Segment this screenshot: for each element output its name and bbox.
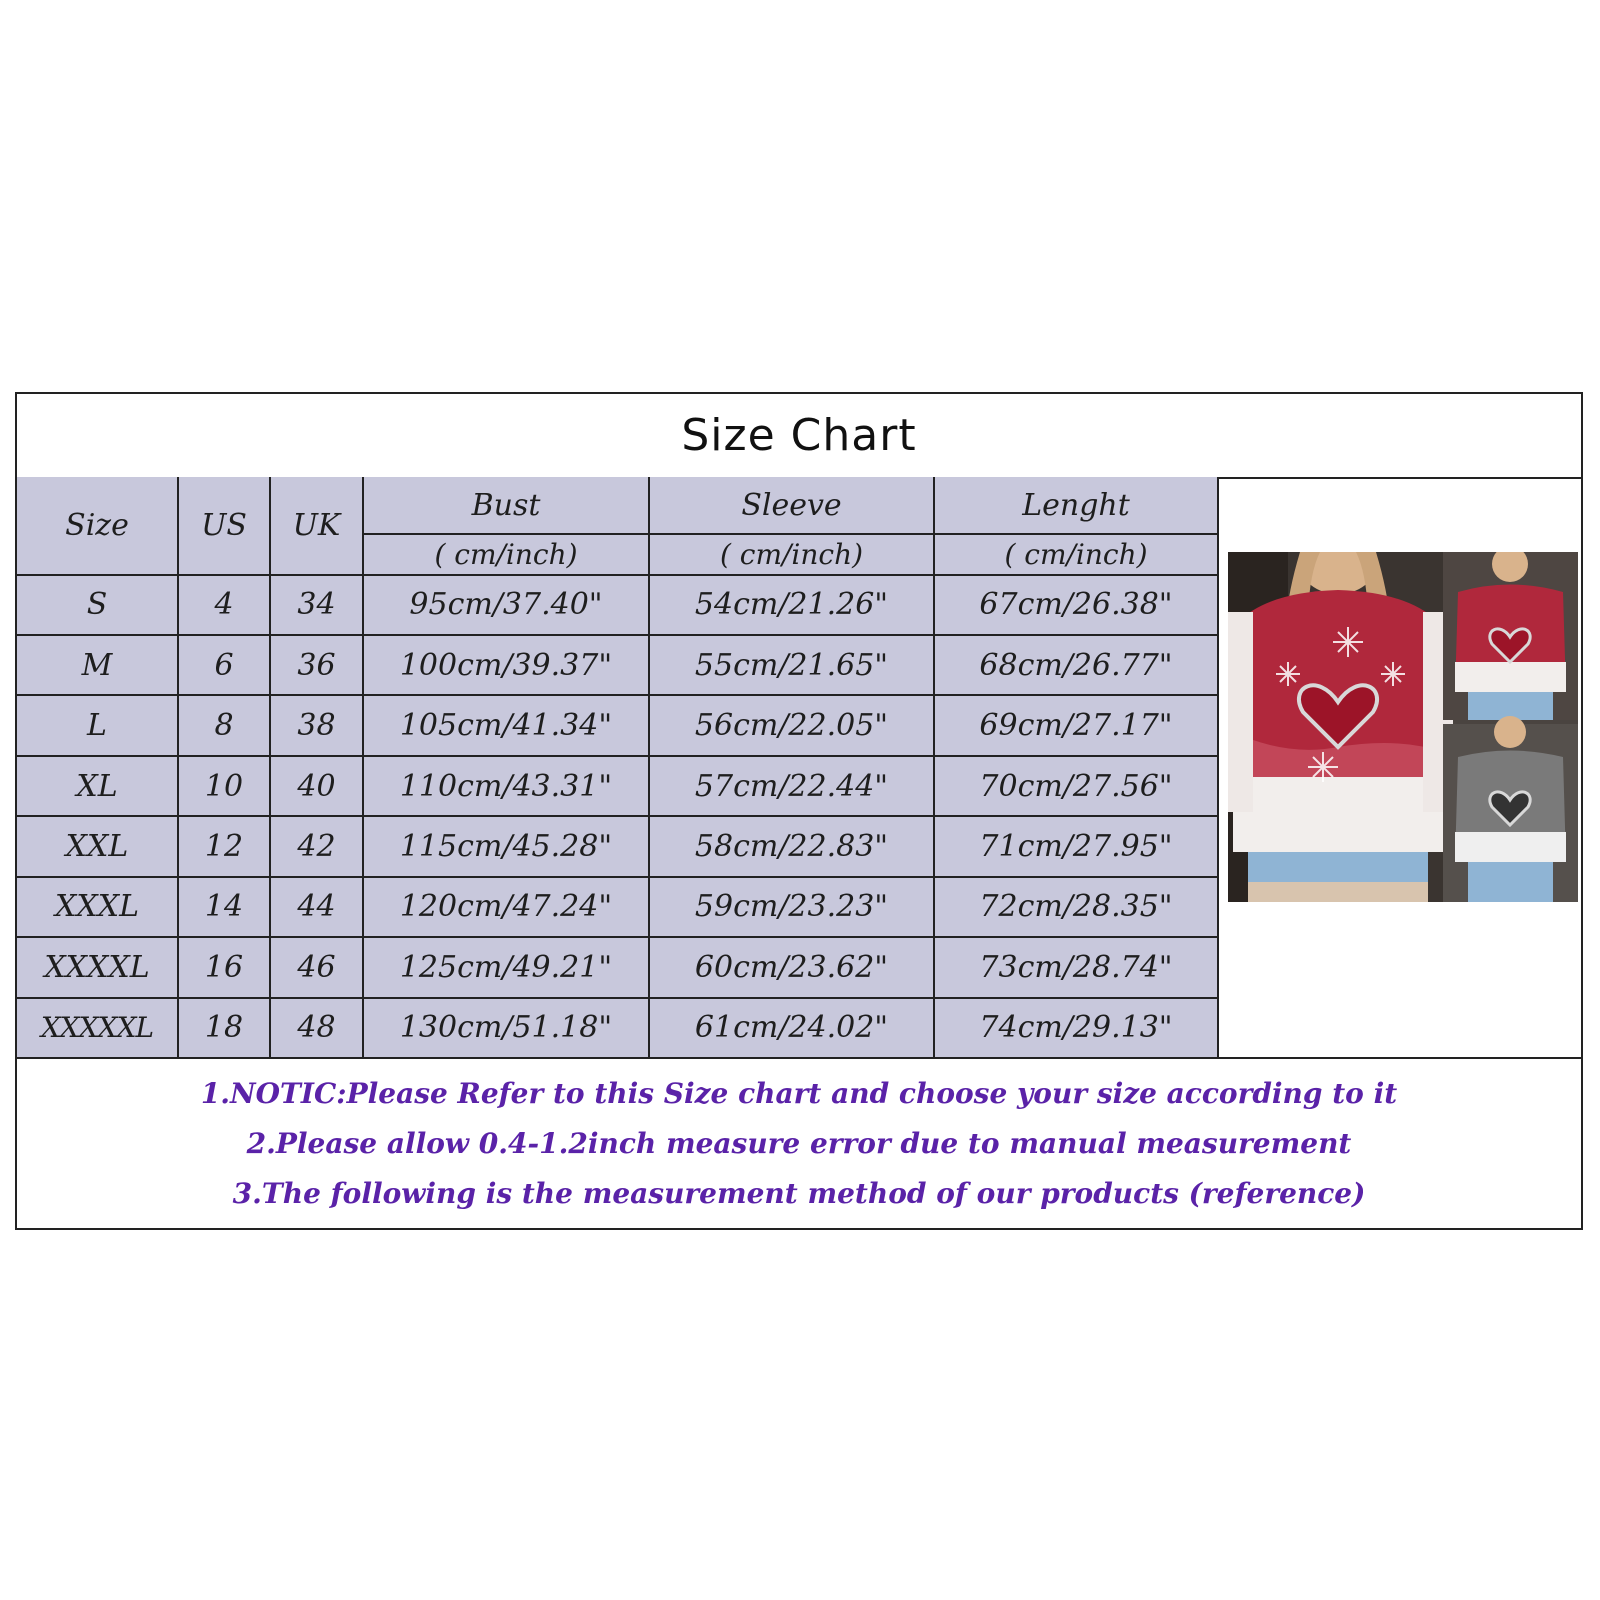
cell-size: XL (17, 756, 178, 816)
note-1: 1.NOTIC:Please Refer to this Size chart and choose your size according to it (200, 1077, 1398, 1110)
cell-uk: 38 (270, 695, 363, 755)
cell-uk: 46 (270, 937, 363, 997)
table-row (17, 937, 1218, 997)
header-length-unit: ( cm/inch) (934, 534, 1218, 574)
table-row (17, 635, 1218, 695)
header-sleeve-unit: ( cm/inch) (649, 534, 934, 574)
header-length: Lenght (934, 477, 1218, 534)
cell-sleeve: 57cm/22.44" (649, 756, 934, 816)
inset-model-red (1443, 552, 1578, 720)
cell-us: 12 (178, 816, 270, 876)
cell-sleeve: 58cm/22.83" (649, 816, 934, 876)
cell-bust: 100cm/39.37" (363, 635, 649, 695)
header-size: Size (17, 477, 178, 575)
product-photo (1228, 552, 1578, 902)
table-row (17, 695, 1218, 755)
product-photo-illustration (1228, 552, 1578, 902)
cell-length: 68cm/26.77" (934, 635, 1218, 695)
header-bust-unit: ( cm/inch) (363, 534, 649, 574)
cell-size: XXXL (17, 877, 178, 937)
cell-size: L (17, 695, 178, 755)
cell-length: 73cm/28.74" (934, 937, 1218, 997)
cell-size: XXXXXL (17, 998, 178, 1058)
cell-uk: 34 (270, 575, 363, 635)
cell-us: 10 (178, 756, 270, 816)
inset-model-gray (1443, 716, 1578, 902)
cell-length: 71cm/27.95" (934, 816, 1218, 876)
cell-size: XXL (17, 816, 178, 876)
cell-us: 18 (178, 998, 270, 1058)
cell-size: M (17, 635, 178, 695)
table-header-row (17, 477, 1218, 534)
cell-bust: 110cm/43.31" (363, 756, 649, 816)
cell-sleeve: 59cm/23.23" (649, 877, 934, 937)
cell-us: 6 (178, 635, 270, 695)
cell-uk: 36 (270, 635, 363, 695)
cell-length: 72cm/28.35" (934, 877, 1218, 937)
cell-length: 70cm/27.56" (934, 756, 1218, 816)
cell-sleeve: 61cm/24.02" (649, 998, 934, 1058)
cell-sleeve: 56cm/22.05" (649, 695, 934, 755)
page-title: Size Chart (681, 410, 917, 461)
cell-length: 69cm/27.17" (934, 695, 1218, 755)
header-uk: UK (270, 477, 363, 575)
header-us: US (178, 477, 270, 575)
header-sleeve: Sleeve (649, 477, 934, 534)
title-row (17, 394, 1581, 479)
size-chart-frame (15, 392, 1583, 1230)
table-row (17, 816, 1218, 876)
cell-sleeve: 60cm/23.62" (649, 937, 934, 997)
cell-length: 74cm/29.13" (934, 998, 1218, 1058)
header-bust: Bust (363, 477, 649, 534)
cell-size: XXXXL (17, 937, 178, 997)
cell-sleeve: 54cm/21.26" (649, 575, 934, 635)
size-table (17, 477, 1219, 1057)
cell-uk: 40 (270, 756, 363, 816)
cell-bust: 115cm/45.28" (363, 816, 649, 876)
note-3: 3.The following is the measurement method of our products (reference) (232, 1177, 1366, 1210)
cell-us: 8 (178, 695, 270, 755)
cell-us: 16 (178, 937, 270, 997)
cell-bust: 95cm/37.40" (363, 575, 649, 635)
cell-size: S (17, 575, 178, 635)
note-2: 2.Please allow 0.4-1.2inch measure error due to manual measurement (246, 1127, 1352, 1160)
table-row (17, 877, 1218, 937)
notes-section (17, 1057, 1581, 1228)
cell-bust: 105cm/41.34" (363, 695, 649, 755)
table-row (17, 575, 1218, 635)
cell-us: 14 (178, 877, 270, 937)
cell-uk: 44 (270, 877, 363, 937)
cell-bust: 120cm/47.24" (363, 877, 649, 937)
cell-uk: 48 (270, 998, 363, 1058)
cell-us: 4 (178, 575, 270, 635)
table-row (17, 756, 1218, 816)
cell-uk: 42 (270, 816, 363, 876)
cell-bust: 125cm/49.21" (363, 937, 649, 997)
cell-bust: 130cm/51.18" (363, 998, 649, 1058)
cell-length: 67cm/26.38" (934, 575, 1218, 635)
cell-sleeve: 55cm/21.65" (649, 635, 934, 695)
table-row (17, 998, 1218, 1058)
